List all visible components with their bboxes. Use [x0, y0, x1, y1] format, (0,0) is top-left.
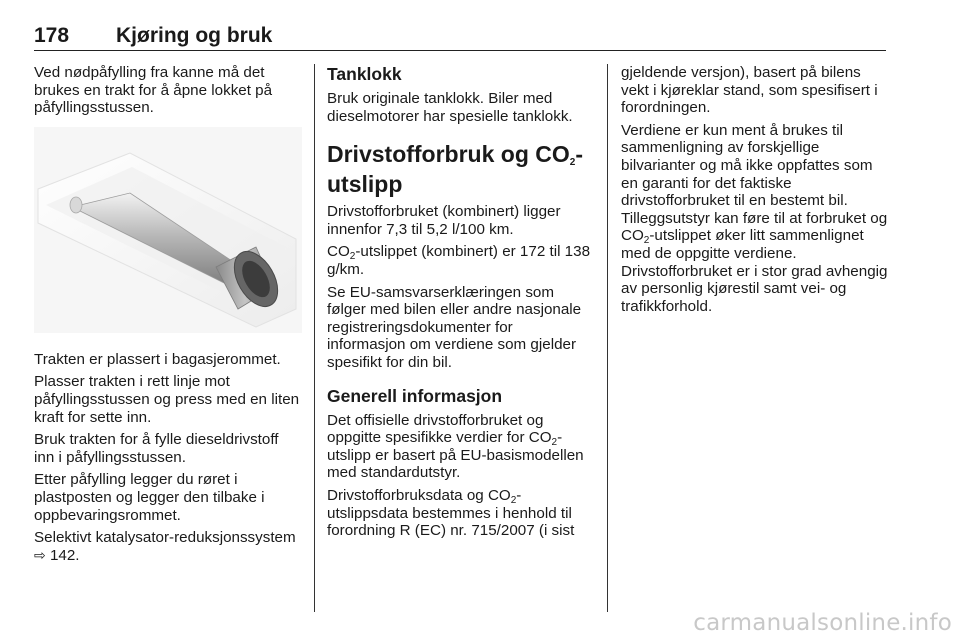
eu-declaration-paragraph: Se EU-samsvarserklæringen som følger med bilen eller andre nasjonale registreringsdokumenter for informasjon om verdiene som gjelder spesifikt for din bil. [327, 283, 582, 371]
column-left [34, 64, 302, 569]
general-info-heading: Generell informasjon [327, 385, 503, 406]
co2-paragraph: $CO_2$-utslippet (kombinert) er 172 til 138 g/km. [327, 243, 591, 278]
page-header [34, 22, 886, 51]
page-number: 178 [34, 24, 70, 47]
section-title: Drivstofforbruk og $CO_2$-utslipp [327, 141, 584, 198]
paragraph-funnel-use: Bruk trakten for å fylle dieseldrivstoff inn i påfyllingsstussen. [34, 431, 279, 466]
crossref-page[interactable]: 142. [49, 546, 80, 564]
regulation-continued-paragraph: gjeldende versjon), basert på bilens vekt i kjøreklar stand, som spesifisert i forordningen. [621, 64, 878, 117]
column-middle [327, 64, 593, 545]
consumption-paragraph: Drivstofforbruket (kombinert) ligger innenfor 7,3 til 5,2 l/100 km. [327, 203, 561, 238]
intro-paragraph: Ved nødpåfylling fra kanne må det brukes en trakt for å åpne lokket på påfyllingsstussen. [34, 64, 273, 117]
regulation-paragraph: Drivstofforbruksdata og $CO_2$-utslippsdata bestemmes i henhold til forordning R (EC) nr. 715/2007 (i sist [327, 486, 575, 540]
crossref-text: Selektivt katalysator-reduksjonssystem [34, 529, 296, 547]
comparison-paragraph: Verdiene er kun ment å brukes til sammenligning av forskjellige bilvarianter og må ikke oppfattes som en garanti for det faktiske drivstofforbruket til en bestemt bil. Tilleggsutstyr kan føre til at forbruket og $CO_2$-utslippet øker litt sammenlignet med de oppgitte verdiene. Drivstofforbruket er i stor grad avhengig av personlig kjørestil samt vei- og trafikkforhold. [621, 121, 888, 315]
paragraph-funnel-location: Trakten er plassert i bagasjerommet. [34, 350, 281, 368]
watermark: carmanualsonline.info [693, 610, 952, 636]
column-divider-2 [607, 64, 608, 612]
column-right [621, 64, 889, 320]
tank-cap-heading: Tanklokk [327, 64, 402, 84]
crossref-paragraph [34, 529, 302, 564]
chapter-title: Kjøring og bruk [116, 24, 273, 47]
paragraph-funnel-store: Etter påfylling legger du røret i plastposten og legger den tilbake i oppbevaringsrommet. [34, 471, 265, 524]
tank-cap-paragraph: Bruk originale tanklokk. Biler med dieselmotorer har spesielle tanklokk. [327, 90, 573, 125]
arrow-right-outline-icon[interactable]: ⇨ [34, 546, 46, 563]
paragraph-funnel-insert: Plasser trakten i rett linje mot påfyllingsstussen og press med en liten kraft for sette inn. [34, 373, 300, 426]
official-values-paragraph: Det offisielle drivstofforbruket og oppgitte spesifikke verdier for $CO_2$-utslipp er basert på EU-basismodellen med standardutstyr. [327, 411, 584, 482]
funnel-illustration [34, 127, 302, 333]
column-divider-1 [314, 64, 315, 612]
